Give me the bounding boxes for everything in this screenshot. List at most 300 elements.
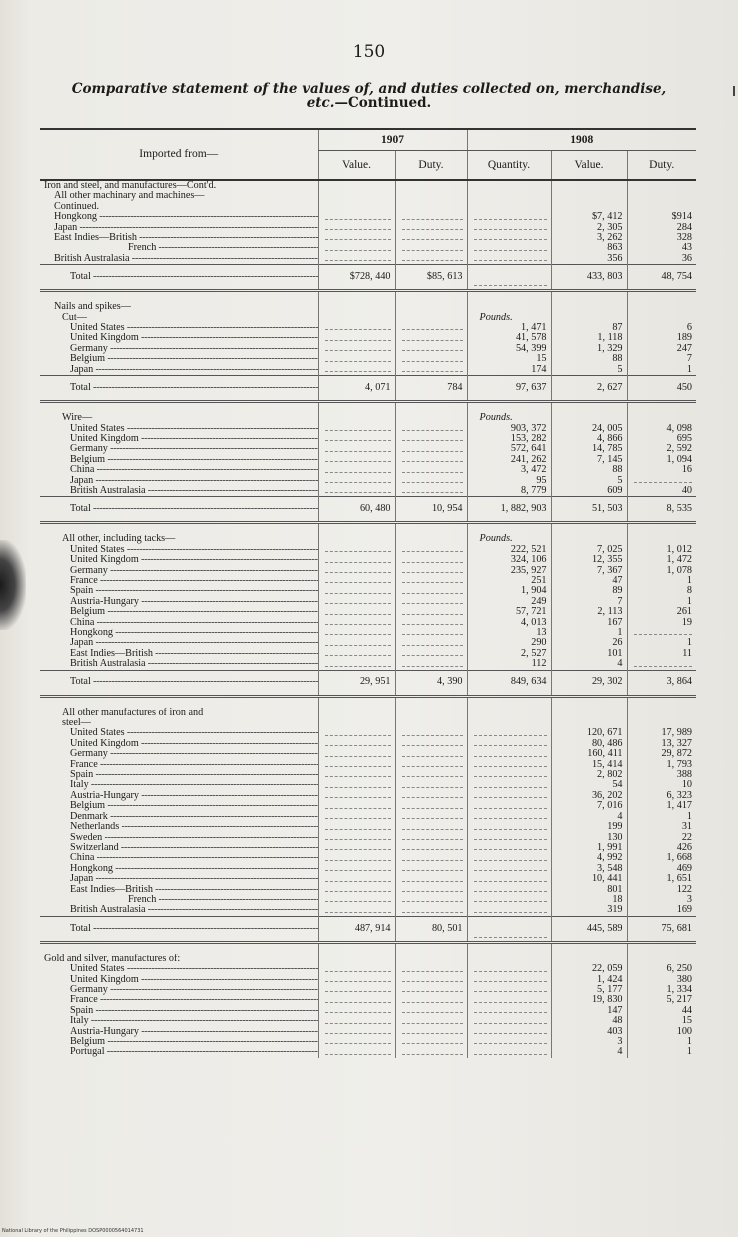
- country-name: Hongkong -----: [40, 864, 318, 874]
- value-1908-cell: 1, 118: [551, 333, 627, 343]
- duty-1908-cell: 1, 417: [627, 801, 696, 811]
- table-row: [40, 954, 696, 964]
- country-name: Belgium -----: [40, 354, 318, 364]
- value-1908-cell: 356: [551, 254, 627, 265]
- value-1907-cell: [318, 791, 395, 801]
- duty-1908-cell: 328: [627, 233, 696, 243]
- value-1907-cell: [318, 964, 395, 974]
- value-1908-cell: [551, 954, 627, 964]
- spacer-row: [40, 942, 696, 954]
- quantity-1908-cell: [467, 254, 551, 265]
- total-row: [40, 265, 696, 291]
- duty-1908-cell: 48, 754: [627, 265, 696, 291]
- value-1908-cell: 4: [551, 1047, 627, 1057]
- value-1907-cell: [318, 465, 395, 475]
- quantity-1908-cell: 1, 882, 903: [467, 497, 551, 523]
- table-row: [40, 534, 696, 544]
- quantity-1908-cell: 57, 721: [467, 607, 551, 617]
- value-1908-cell: [551, 191, 627, 201]
- duty-1907-cell: [395, 434, 467, 444]
- value-1907-cell: [318, 202, 395, 212]
- duty-1907-cell: [395, 323, 467, 333]
- value-1907-cell: [318, 212, 395, 222]
- duty-1907-cell: [395, 313, 467, 323]
- country-name: Hongkong -----: [40, 628, 318, 638]
- table-row: [40, 770, 696, 780]
- margin-mark: [733, 86, 735, 96]
- table-row: [40, 833, 696, 843]
- value-1907-cell: [318, 1027, 395, 1037]
- table-row: [40, 995, 696, 1005]
- value-1908-cell: 22, 059: [551, 964, 627, 974]
- country-name: Sweden -----: [40, 833, 318, 843]
- value-1907-cell: [318, 586, 395, 596]
- total-label: Total -----: [40, 916, 318, 942]
- country-name: Japan -----: [40, 223, 318, 233]
- value-1907-cell: [318, 434, 395, 444]
- quantity-1908-cell: [467, 265, 551, 291]
- country-name: Spain -----: [40, 1006, 318, 1016]
- duty-1907-cell: [395, 191, 467, 201]
- country-name: Japan -----: [40, 365, 318, 376]
- total-label: Total -----: [40, 670, 318, 696]
- quantity-1908-cell: [467, 718, 551, 728]
- value-1908-cell: 863: [551, 243, 627, 253]
- quantity-1908-cell: [467, 1027, 551, 1037]
- duty-1908-cell: 11: [627, 649, 696, 659]
- value-1907-cell: [318, 853, 395, 863]
- duty-1907-cell: [395, 302, 467, 312]
- table-row: [40, 545, 696, 555]
- value-1908-cell: 101: [551, 649, 627, 659]
- duty-1907-cell: [395, 853, 467, 863]
- quantity-1908-cell: [467, 728, 551, 738]
- duty-1908-cell: 261: [627, 607, 696, 617]
- value-1907-cell: [318, 365, 395, 376]
- duty-1908-cell: [627, 180, 696, 191]
- value-1907-cell: 60, 480: [318, 497, 395, 523]
- duty-1908-cell: 31: [627, 822, 696, 832]
- duty-1907-cell: [395, 202, 467, 212]
- duty-1907-cell: [395, 476, 467, 486]
- quantity-1908-cell: [467, 223, 551, 233]
- duty-1907-cell: [395, 975, 467, 985]
- duty-1907-cell: [395, 354, 467, 364]
- duty-1908-cell: 1, 668: [627, 853, 696, 863]
- value-1907-cell: [318, 739, 395, 749]
- value-1908-cell: 147: [551, 1006, 627, 1016]
- quantity-1908-cell: [467, 822, 551, 832]
- country-name: Wire—: [62, 413, 93, 424]
- duties-table: [40, 128, 696, 1058]
- value-1908-cell: [551, 313, 627, 323]
- quantity-1908-cell: [467, 191, 551, 201]
- duty-1907-cell: [395, 995, 467, 1005]
- country-name: Germany -----: [40, 985, 318, 995]
- duty-1907-cell: [395, 586, 467, 596]
- table-row: [40, 975, 696, 985]
- table-row: [40, 964, 696, 974]
- value-1908-cell: 609: [551, 486, 627, 497]
- country-name: Austria-Hungary -----: [40, 1027, 318, 1037]
- table-row: [40, 413, 696, 423]
- table-row: [40, 1006, 696, 1016]
- duty-1908-cell: 450: [627, 376, 696, 402]
- duty-1907-cell: [395, 455, 467, 465]
- country-name: Japan -----: [40, 476, 318, 486]
- quantity-1908-cell: [467, 770, 551, 780]
- duty-1908-cell: 5, 217: [627, 995, 696, 1005]
- quantity-1908-cell: 249: [467, 597, 551, 607]
- quantity-1908-cell: [467, 791, 551, 801]
- value-1907-cell: [318, 1016, 395, 1026]
- country-name: steel—: [62, 718, 91, 729]
- duty-1907-cell: [395, 791, 467, 801]
- value-1907-cell: [318, 607, 395, 617]
- table-row: [40, 434, 696, 444]
- value-1908-cell: 4: [551, 659, 627, 670]
- value-1908-cell: 47: [551, 576, 627, 586]
- country-name: Continued.: [54, 201, 99, 212]
- value-1908-cell: 120, 671: [551, 728, 627, 738]
- value-1907-cell: [318, 954, 395, 964]
- quantity-1908-cell: [467, 895, 551, 905]
- table-row: [40, 638, 696, 648]
- country-name: Belgium -----: [40, 801, 318, 811]
- duty-1908-cell: 695: [627, 434, 696, 444]
- value-1907-cell: [318, 649, 395, 659]
- header-value-1908: Value.: [551, 151, 627, 181]
- value-1908-cell: 199: [551, 822, 627, 832]
- duty-1907-cell: [395, 780, 467, 790]
- duty-1907-cell: $85, 613: [395, 265, 467, 291]
- duty-1907-cell: [395, 905, 467, 916]
- table-row: [40, 202, 696, 212]
- quantity-1908-cell: 3, 472: [467, 465, 551, 475]
- quantity-1908-cell: 849, 634: [467, 670, 551, 696]
- duty-1907-cell: [395, 874, 467, 884]
- value-1907-cell: [318, 864, 395, 874]
- value-1908-cell: 15, 414: [551, 760, 627, 770]
- quantity-1908-cell: 235, 927: [467, 566, 551, 576]
- value-1908-cell: 2, 113: [551, 607, 627, 617]
- value-1907-cell: [318, 628, 395, 638]
- value-1907-cell: [318, 801, 395, 811]
- table-row: [40, 302, 696, 312]
- quantity-1908-cell: [467, 874, 551, 884]
- duty-1908-cell: [627, 476, 696, 486]
- value-1907-cell: [318, 354, 395, 364]
- duty-1907-cell: [395, 718, 467, 728]
- value-1907-cell: [318, 545, 395, 555]
- value-1908-cell: 433, 803: [551, 265, 627, 291]
- total-row: [40, 376, 696, 402]
- table-row: [40, 985, 696, 995]
- duty-1907-cell: [395, 649, 467, 659]
- duty-1907-cell: [395, 607, 467, 617]
- country-name: Netherlands -----: [40, 822, 318, 832]
- header-quantity-1908: Quantity.: [467, 151, 551, 181]
- quantity-1908-cell: [467, 302, 551, 312]
- value-1907-cell: [318, 885, 395, 895]
- value-1907-cell: [318, 254, 395, 265]
- value-1908-cell: 88: [551, 465, 627, 475]
- duty-1907-cell: [395, 1006, 467, 1016]
- country-name: British Australasia -----: [40, 659, 318, 670]
- duty-1908-cell: [627, 313, 696, 323]
- spacer-row: [40, 402, 696, 414]
- duty-1907-cell: [395, 964, 467, 974]
- quantity-1908-cell: 97, 637: [467, 376, 551, 402]
- value-1908-cell: 5: [551, 476, 627, 486]
- table-row: [40, 718, 696, 728]
- table-row: [40, 191, 696, 201]
- country-name: Cut—: [62, 312, 87, 323]
- country-name: French -----: [40, 895, 318, 905]
- country-name: British Australasia -----: [40, 486, 318, 497]
- value-1908-cell: 7, 025: [551, 545, 627, 555]
- quantity-1908-cell: [467, 180, 551, 191]
- table-row: [40, 895, 696, 905]
- value-1908-cell: 167: [551, 618, 627, 628]
- country-name: France -----: [40, 760, 318, 770]
- quantity-1908-cell: [467, 964, 551, 974]
- value-1908-cell: 2, 627: [551, 376, 627, 402]
- duty-1908-cell: 380: [627, 975, 696, 985]
- table-row: [40, 455, 696, 465]
- country-name: Germany -----: [40, 749, 318, 759]
- quantity-1908-cell: 54, 399: [467, 344, 551, 354]
- duty-1907-cell: [395, 749, 467, 759]
- value-1908-cell: 445, 589: [551, 916, 627, 942]
- quantity-1908-cell: 112: [467, 659, 551, 670]
- country-name: Spain -----: [40, 586, 318, 596]
- country-name: Austria-Hungary -----: [40, 791, 318, 801]
- table-row: [40, 566, 696, 576]
- duty-1908-cell: 169: [627, 905, 696, 916]
- quantity-1908-cell: [467, 812, 551, 822]
- value-1907-cell: [318, 555, 395, 565]
- value-1907-cell: [318, 749, 395, 759]
- duty-1907-cell: [395, 1037, 467, 1047]
- value-1908-cell: 48: [551, 1016, 627, 1026]
- table-row: [40, 659, 696, 670]
- header-year-1908: 1908: [467, 129, 696, 151]
- total-row: [40, 916, 696, 942]
- value-1907-cell: [318, 413, 395, 423]
- quantity-1908-cell: 251: [467, 576, 551, 586]
- country-name: East Indies—British -----: [40, 885, 318, 895]
- duty-1907-cell: [395, 739, 467, 749]
- value-1907-cell: [318, 728, 395, 738]
- quantity-1908-cell: 903, 372: [467, 424, 551, 434]
- table-row: [40, 728, 696, 738]
- value-1908-cell: 801: [551, 885, 627, 895]
- duty-1907-cell: [395, 812, 467, 822]
- duty-1907-cell: [395, 1027, 467, 1037]
- value-1907-cell: [318, 534, 395, 544]
- value-1907-cell: [318, 659, 395, 670]
- value-1907-cell: [318, 718, 395, 728]
- value-1907-cell: [318, 444, 395, 454]
- value-1908-cell: 10, 441: [551, 874, 627, 884]
- header-year-1907: 1907: [318, 129, 467, 151]
- quantity-1908-cell: [467, 1006, 551, 1016]
- value-1907-cell: [318, 843, 395, 853]
- duty-1908-cell: 6, 323: [627, 791, 696, 801]
- duty-1908-cell: 6, 250: [627, 964, 696, 974]
- value-1908-cell: 19, 830: [551, 995, 627, 1005]
- duty-1908-cell: 3: [627, 895, 696, 905]
- table-row: [40, 649, 696, 659]
- table-row: [40, 424, 696, 434]
- spacer-row: [40, 291, 696, 303]
- quantity-1908-cell: [467, 233, 551, 243]
- duty-1908-cell: [627, 708, 696, 718]
- duty-1908-cell: 1: [627, 365, 696, 376]
- table-row: [40, 586, 696, 596]
- country-name: East Indies—British -----: [40, 233, 318, 243]
- value-1908-cell: 319: [551, 905, 627, 916]
- country-name: Germany -----: [40, 444, 318, 454]
- footer-stamp: National Library of the Philippines DOSP0000564014731: [2, 1228, 144, 1234]
- value-1907-cell: [318, 486, 395, 497]
- duty-1907-cell: [395, 486, 467, 497]
- value-1907-cell: [318, 313, 395, 323]
- quantity-1908-cell: Pounds.: [467, 534, 551, 544]
- value-1907-cell: [318, 812, 395, 822]
- country-name: All other manufactures of iron and: [62, 707, 204, 718]
- duty-1908-cell: 10: [627, 780, 696, 790]
- quantity-1908-cell: 222, 521: [467, 545, 551, 555]
- value-1907-cell: [318, 1006, 395, 1016]
- header-imported-from: Imported from—: [40, 129, 318, 180]
- value-1908-cell: 7, 016: [551, 801, 627, 811]
- duty-1907-cell: [395, 424, 467, 434]
- duty-1907-cell: [395, 895, 467, 905]
- value-1907-cell: [318, 191, 395, 201]
- country-name: United States -----: [40, 323, 318, 333]
- value-1908-cell: 7, 367: [551, 566, 627, 576]
- table-row: [40, 243, 696, 253]
- country-name: United States -----: [40, 545, 318, 555]
- value-1907-cell: [318, 874, 395, 884]
- country-name: United Kingdom -----: [40, 739, 318, 749]
- duty-1908-cell: [627, 954, 696, 964]
- value-1907-cell: [318, 995, 395, 1005]
- quantity-1908-cell: [467, 885, 551, 895]
- country-name: French -----: [40, 243, 318, 253]
- country-name: Iron and steel, and manufactures—Cont'd.: [44, 180, 217, 191]
- header-duty-1908: Duty.: [627, 151, 696, 181]
- value-1908-cell: 4, 992: [551, 853, 627, 863]
- value-1908-cell: 88: [551, 354, 627, 364]
- table-row: [40, 333, 696, 343]
- quantity-1908-cell: 572, 641: [467, 444, 551, 454]
- duty-1908-cell: 29, 872: [627, 749, 696, 759]
- table-row: [40, 313, 696, 323]
- value-1907-cell: [318, 333, 395, 343]
- table-row: [40, 760, 696, 770]
- duty-1908-cell: 75, 681: [627, 916, 696, 942]
- duty-1908-cell: 8: [627, 586, 696, 596]
- duty-1907-cell: [395, 1047, 467, 1057]
- table-row: [40, 354, 696, 364]
- value-1908-cell: 54: [551, 780, 627, 790]
- duty-1908-cell: 122: [627, 885, 696, 895]
- country-name: France -----: [40, 576, 318, 586]
- duty-1907-cell: [395, 801, 467, 811]
- duty-1907-cell: [395, 333, 467, 343]
- value-1908-cell: 5: [551, 365, 627, 376]
- table-row: [40, 212, 696, 222]
- value-1908-cell: 3, 548: [551, 864, 627, 874]
- duty-1908-cell: 7: [627, 354, 696, 364]
- duty-1908-cell: 1: [627, 597, 696, 607]
- duty-1908-cell: 43: [627, 243, 696, 253]
- country-name: British Australasia -----: [40, 905, 318, 916]
- table-row: [40, 801, 696, 811]
- duty-1907-cell: [395, 243, 467, 253]
- duty-1908-cell: 1, 793: [627, 760, 696, 770]
- value-1908-cell: 18: [551, 895, 627, 905]
- country-name: Italy -----: [40, 1016, 318, 1026]
- duty-1907-cell: [395, 760, 467, 770]
- quantity-1908-cell: [467, 843, 551, 853]
- duty-1908-cell: 2, 592: [627, 444, 696, 454]
- quantity-1908-cell: [467, 243, 551, 253]
- title-cont: etc.: [306, 95, 335, 111]
- country-name: Hongkong -----: [40, 212, 318, 222]
- value-1907-cell: [318, 975, 395, 985]
- value-1908-cell: 7: [551, 597, 627, 607]
- table-row: [40, 812, 696, 822]
- duty-1908-cell: 1: [627, 638, 696, 648]
- country-name: United Kingdom -----: [40, 555, 318, 565]
- quantity-1908-cell: [467, 212, 551, 222]
- duty-1907-cell: [395, 822, 467, 832]
- table-row: [40, 444, 696, 454]
- value-1907-cell: [318, 618, 395, 628]
- value-1908-cell: [551, 302, 627, 312]
- page-edge-shadow: [0, 540, 26, 630]
- value-1908-cell: 5, 177: [551, 985, 627, 995]
- duty-1907-cell: [395, 180, 467, 191]
- country-name: Germany -----: [40, 344, 318, 354]
- country-name: Nails and spikes—: [54, 302, 131, 313]
- spacer-row: [40, 696, 696, 708]
- duty-1907-cell: 4, 390: [395, 670, 467, 696]
- value-1908-cell: 1, 329: [551, 344, 627, 354]
- duty-1907-cell: [395, 985, 467, 995]
- quantity-1908-cell: 41, 578: [467, 333, 551, 343]
- country-name: United States -----: [40, 424, 318, 434]
- quantity-1908-cell: 241, 262: [467, 455, 551, 465]
- country-name: Japan -----: [40, 874, 318, 884]
- duty-1908-cell: 1, 078: [627, 566, 696, 576]
- duty-1908-cell: 247: [627, 344, 696, 354]
- value-1908-cell: 1, 424: [551, 975, 627, 985]
- value-1907-cell: $728, 440: [318, 265, 395, 291]
- quantity-1908-cell: 95: [467, 476, 551, 486]
- country-name: British Australasia -----: [40, 254, 318, 265]
- table-row: [40, 843, 696, 853]
- value-1908-cell: 1: [551, 628, 627, 638]
- value-1908-cell: 4: [551, 812, 627, 822]
- duty-1908-cell: 1, 334: [627, 985, 696, 995]
- value-1908-cell: 403: [551, 1027, 627, 1037]
- duty-1908-cell: 3, 864: [627, 670, 696, 696]
